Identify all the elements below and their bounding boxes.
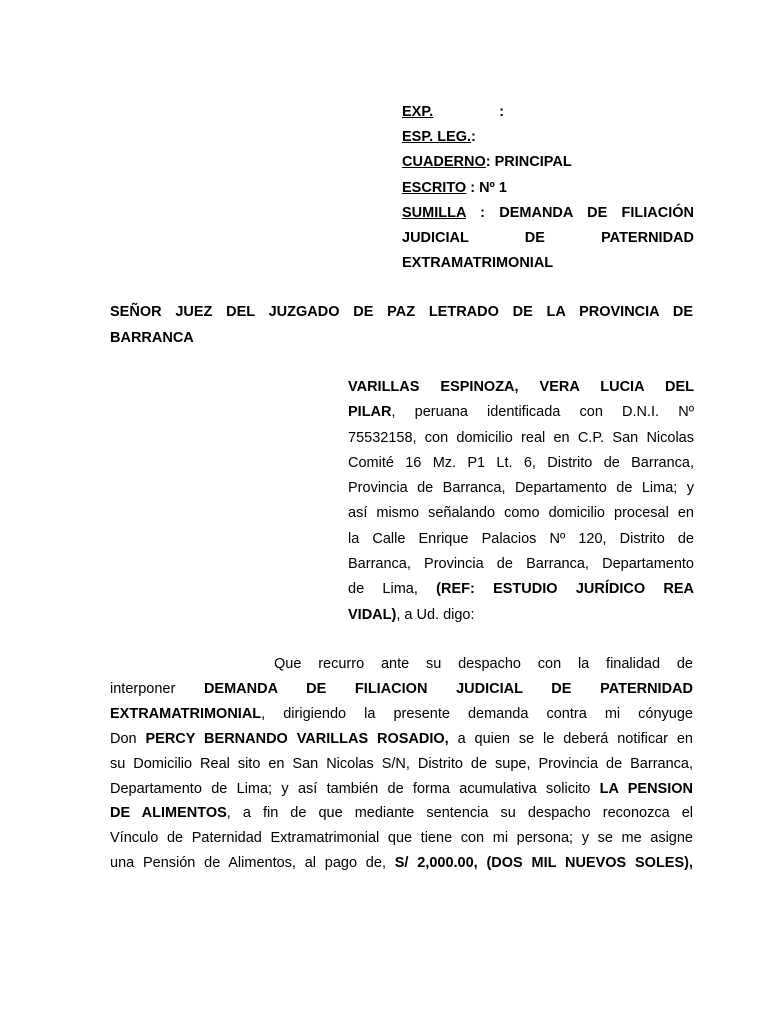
exp-separator: : [499, 104, 505, 120]
cuaderno-line [402, 150, 694, 175]
body-line-2 [110, 677, 693, 702]
demand-title-end: EXTRAMATRIMONIAL [110, 705, 262, 722]
sumilla-line-3: EXTRAMATRIMONIAL [402, 255, 554, 272]
exp-line [402, 100, 694, 125]
exp-label: EXP. [402, 104, 434, 120]
body-line-5: su Domicilio Real sito en San Nicolas S/N, Distrito de supe, Provincia de Barranca, [110, 755, 693, 772]
body-line-9-text: una Pensión de Alimentos, al pago de, [110, 855, 395, 872]
body-line-6-text: Departamento de Lima; y así también de forma acumulativa solicito [110, 780, 600, 797]
body-line-2-text: interponer [110, 680, 204, 697]
body-line-1 [110, 652, 693, 677]
cuaderno-value: : PRINCIPAL [485, 154, 572, 171]
party-line-10 [348, 603, 694, 628]
sumilla-label: SUMILLA [402, 204, 466, 221]
defendant-name: PERCY BERNANDO VARILLAS ROSADIO, [145, 730, 449, 747]
body-line-4-text: Don [110, 730, 146, 747]
party-line-9 [348, 577, 694, 602]
sumilla-line-1 [402, 201, 694, 226]
main-paragraph [110, 652, 693, 876]
body-line-8: Vínculo de Paternidad Extramatrimonial que tiene con mi persona; y se me asigne [110, 830, 693, 847]
addressee-line-1: SEÑOR JUEZ DEL JUZGADO DE PAZ LETRADO DE LA PROVINCIA DE [110, 304, 693, 320]
case-header [402, 100, 694, 276]
party-line-8: Barranca, Provincia de Barranca, Departamento [348, 556, 694, 573]
pension-amount: S/ 2,000.00, (DOS MIL NUEVOS SOLES), [394, 855, 693, 872]
sumilla-text-1: : DEMANDA DE FILIACIÓN [465, 204, 694, 221]
addressee-block [110, 299, 693, 351]
party-ref-start: (REF: ESTUDIO JURÍDICO REA [436, 581, 694, 598]
party-line-1: VARILLAS ESPINOZA, VERA LUCIA DEL [348, 379, 694, 395]
pension-title: LA PENSION [599, 780, 693, 797]
party-line-4: Comité 16 Mz. P1 Lt. 6, Distrito de Barranca, [348, 454, 694, 471]
body-line-7-text: , a fin de que mediante sentencia su despacho reconozca el [226, 805, 693, 822]
party-line-5: Provincia de Barranca, Departamento de Lima; y [348, 480, 694, 497]
party-line-10-text: , a Ud. digo: [396, 606, 475, 623]
sumilla-block [402, 201, 694, 277]
demand-title: DEMANDA DE FILIACION JUDICIAL DE PATERNIDAD [203, 680, 693, 697]
sumilla-line-2: JUDICIAL DE PATERNIDAD [402, 230, 694, 247]
pension-title-end: DE ALIMENTOS [110, 805, 227, 822]
body-line-4 [110, 727, 693, 752]
party-line-9-text: de Lima, [348, 581, 437, 598]
esp-leg-line [402, 125, 694, 150]
body-line-3 [110, 702, 693, 727]
body-line-3-text: , dirigiendo la presente demanda contra mi cónyuge [261, 705, 693, 722]
escrito-value: : Nº 1 [466, 179, 507, 196]
addressee-line-2: BARRANCA [110, 330, 194, 346]
body-line-6 [110, 777, 693, 802]
party-line-7: la Calle Enrique Palacios Nº 120, Distrito de [348, 530, 694, 547]
party-line-2 [348, 400, 694, 425]
esp-leg-separator: : [471, 129, 476, 146]
body-line-7 [110, 801, 693, 826]
cuaderno-label: CUADERNO [402, 154, 486, 171]
body-line-1-text: Que recurro ante su despacho con la finalidad de [274, 656, 693, 672]
escrito-label: ESCRITO [402, 179, 467, 196]
party-block [348, 375, 694, 628]
party-line-3: 75532158, con domicilio real en C.P. San Nicolas [348, 429, 694, 446]
party-ref-end: VIDAL) [348, 606, 397, 623]
esp-leg-label: ESP. LEG. [402, 129, 472, 146]
party-name-end: PILAR [348, 404, 392, 421]
body-line-9 [110, 851, 693, 876]
escrito-line [402, 176, 694, 201]
party-line-2-text: , peruana identificada con D.N.I. Nº [391, 404, 694, 421]
party-line-6: así mismo señalando como domicilio procesal en [348, 505, 694, 522]
body-line-4-rest: a quien se le deberá notificar en [448, 730, 693, 747]
